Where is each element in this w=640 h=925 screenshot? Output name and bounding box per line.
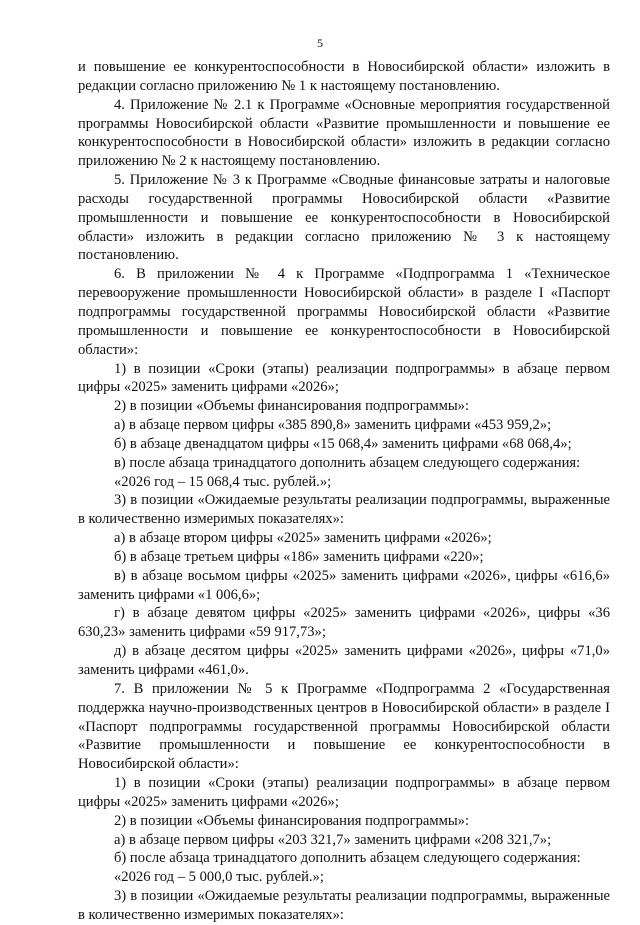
- paragraph-6-sub-3d: д) в абзаце десятом цифры «2025» заменить цифрами «2026», цифры «71,0» заменить цифрами «461,0».: [78, 643, 610, 678]
- paragraph-6-sub-3a: а) в абзаце втором цифры «2025» заменить цифрами «2026»;: [114, 530, 492, 547]
- paragraph-6-sub-2a: а) в абзаце первом цифры «385 890,8» заменить цифрами «453 959,2»;: [114, 417, 552, 434]
- paragraph-item-6: 6. В приложении № 4 к Программе «Подпрограмма 1 «Техническое перевооружение промышленности Новосибирской области» в разделе I «Паспорт подпрограммы государственной программы Новосибирской области «Развитие промышленности и повышение ее конкурентоспособности в Новосибирской области»:: [78, 266, 610, 358]
- paragraph-6-sub-2b: б) в абзаце двенадцатом цифры «15 068,4» заменить цифрами «68 068,4»;: [114, 435, 572, 452]
- paragraph-7-sub-1: 1) в позиции «Сроки (этапы) реализации подпрограммы» в абзаце первом цифры «2025» заменить цифрами «2026»;: [78, 775, 610, 810]
- paragraph-item-5: 5. Приложение № 3 к Программе «Сводные финансовые затраты и налоговые расходы государственной программы Новосибирской области «Развитие промышленности и повышение ее конкурентоспособности в Новосибирской области» изложить в редакции согласно приложению № 3 к настоящему постановлению.: [78, 172, 610, 264]
- paragraph-6-sub-2: 2) в позиции «Объемы финансирования подпрограммы»:: [114, 398, 470, 415]
- paragraph-6-sub-2v: в) после абзаца тринадцатого дополнить абзацем следующего содержания:: [114, 454, 581, 471]
- paragraph-6-sub-3b: б) в абзаце третьем цифры «186» заменить цифрами «220»;: [114, 548, 484, 565]
- paragraph-7-sub-2a: а) в абзаце первом цифры «203 321,7» заменить цифрами «208 321,7»;: [114, 831, 552, 848]
- page-number: 5: [317, 36, 323, 50]
- paragraph-item-4: 4. Приложение № 2.1 к Программе «Основные мероприятия государственной программы Новосибирской области «Развитие промышленности и повышение ее конкурентоспособности в Новосибирской области» изложить в редакции согласно приложению № 2 к настоящему постановлению.: [78, 96, 610, 170]
- paragraph-7-sub-2b: б) после абзаца тринадцатого дополнить абзацем следующего содержания:: [114, 850, 581, 867]
- paragraph-7-quote: «2026 год – 5 000,0 тыс. рублей.»;: [114, 869, 324, 886]
- paragraph-6-sub-3: 3) в позиции «Ожидаемые результаты реализации подпрограммы, выраженные в количественно измеримых показателях»:: [78, 492, 610, 528]
- paragraph-item-7: 7. В приложении № 5 к Программе «Подпрограмма 2 «Государственная поддержка научно-производственных центров в Новосибирской области» в разделе I «Паспорт подпрограммы государственной программы Новосибирской области «Развитие промышленности и повышение ее конкурентоспособности в Новосибирской области»:: [78, 680, 610, 773]
- paragraph-continuation: и повышение ее конкурентоспособности в Новосибирской области» изложить в редакции согласно приложению № 1 к настоящему постановлению.: [78, 59, 610, 94]
- document-body: [78, 58, 610, 925]
- paragraph-6-sub-3v: в) в абзаце восьмом цифры «2025» заменить цифрами «2026», цифры «616,6» заменить цифрами «1 006,6»;: [78, 567, 610, 603]
- paragraph-6-quote: «2026 год – 15 068,4 тыс. рублей.»;: [114, 473, 332, 490]
- paragraph-6-sub-1: 1) в позиции «Сроки (этапы) реализации подпрограммы» в абзаце первом цифры «2025» заменить цифрами «2026»;: [78, 360, 610, 396]
- paragraph-6-sub-3g: г) в абзаце девятом цифры «2025» заменить цифрами «2026», цифры «36 630,23» заменить цифрами «59 917,73»;: [78, 605, 610, 641]
- paragraph-7-sub-3: 3) в позиции «Ожидаемые результаты реализации подпрограммы, выраженные в количественно измеримых показателях»:: [78, 888, 610, 923]
- paragraph-7-sub-2: 2) в позиции «Объемы финансирования подпрограммы»:: [114, 812, 470, 829]
